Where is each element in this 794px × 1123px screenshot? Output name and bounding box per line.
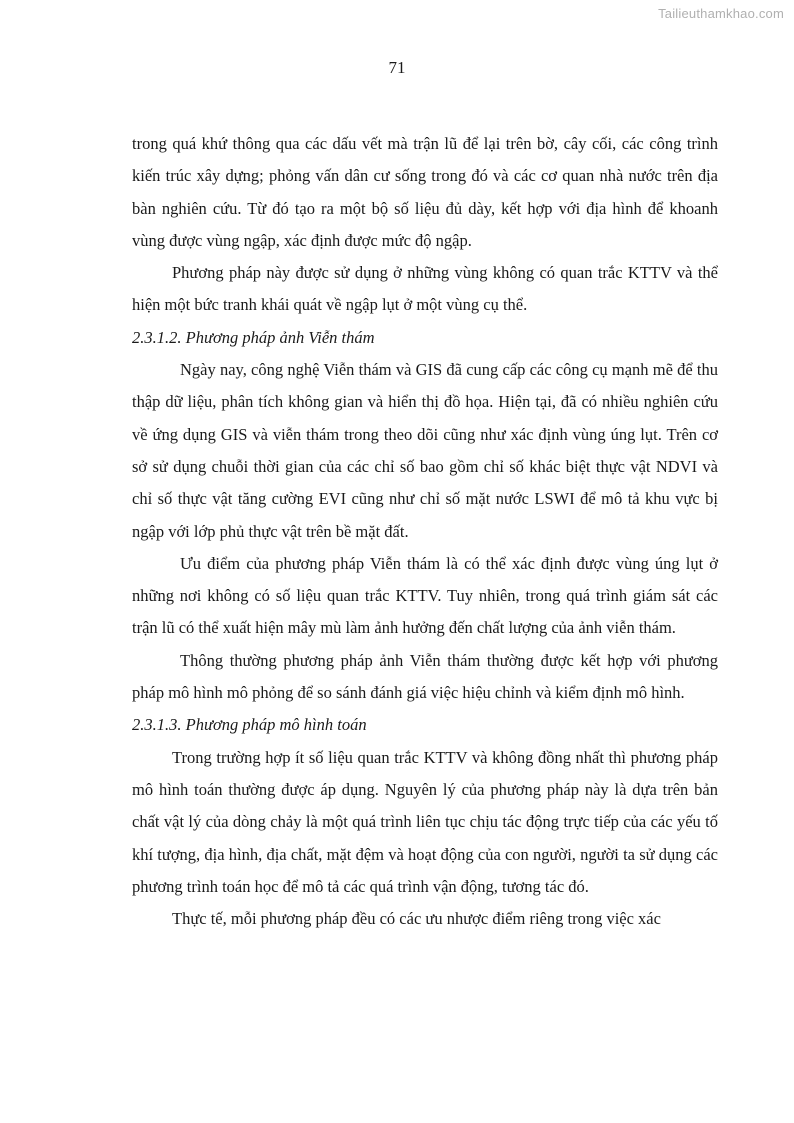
- paragraph: Phương pháp này được sử dụng ở những vùng không có quan trắc KTTV và thể hiện một bức tranh khái quát về ngập lụt ở một vùng cụ thể.: [132, 263, 718, 315]
- paragraph: Ưu điểm của phương pháp Viễn thám là có thể xác định được vùng úng lụt ở những nơi không có số liệu quan trắc KTTV. Tuy nhiên, trong quá trình giám sát các trận lũ có thể xuất hiện mây mù làm ảnh hưởng đến chất lượng của ảnh viễn thám.: [132, 553, 718, 638]
- paragraph: trong quá khứ thông qua các dấu vết mà trận lũ để lại trên bờ, cây cối, các công trình kiến trúc xây dựng; phỏng vấn dân cư sống trong đó và các cơ quan nhà nước trên địa bàn nghiên cứu. Từ đó tạo ra một bộ số liệu đủ dày, kết hợp với địa hình để khoanh vùng được vùng ngập, xác định được mức độ ngập.: [132, 134, 718, 250]
- page-number: 71: [388, 58, 406, 77]
- watermark: Tailieuthamkhao.com: [658, 6, 784, 21]
- section-heading: 2.3.1.2. Phương pháp ảnh Viễn thám: [132, 327, 375, 347]
- paragraph: Ngày nay, công nghệ Viễn thám và GIS đã cung cấp các công cụ mạnh mẽ để thu thập dữ liệu, phân tích không gian và hiển thị đồ họa. Hiện tại, đã có nhiều nghiên cứu về ứng dụng GIS và viễn thám trong theo dõi cũng như xác định vùng úng lụt. Trên cơ sở sử dụng chuỗi thời gian của các chỉ số bao gồm chỉ số khác biệt thực vật NDVI và chỉ số thực vật tăng cường EVI cũng như chỉ số mặt nước LSWI để mô tả khu vực bị ngập với lớp phủ thực vật trên bề mặt đất.: [132, 360, 718, 541]
- paragraph: Trong trường hợp ít số liệu quan trắc KTTV và không đồng nhất thì phương pháp mô hình toán thường được áp dụng. Nguyên lý của phương pháp này là dựa trên bản chất vật lý của dòng chảy là một quá trình liên tục chịu tác động trực tiếp của các yếu tố khí tượng, địa hình, địa chất, mặt đệm và hoạt động của con người, người ta sử dụng các phương trình toán học để mô tả các quá trình vận động, tương tác đó.: [132, 747, 718, 896]
- section-heading: 2.3.1.3. Phương pháp mô hình toán: [132, 715, 367, 735]
- page-body: [132, 128, 718, 935]
- paragraph: Thực tế, mỗi phương pháp đều có các ưu nhược điểm riêng trong việc xác: [172, 909, 661, 929]
- paragraph: Thông thường phương pháp ảnh Viễn thám thường được kết hợp với phương pháp mô hình mô phỏng để so sánh đánh giá việc hiệu chỉnh và kiểm định mô hình.: [132, 650, 718, 703]
